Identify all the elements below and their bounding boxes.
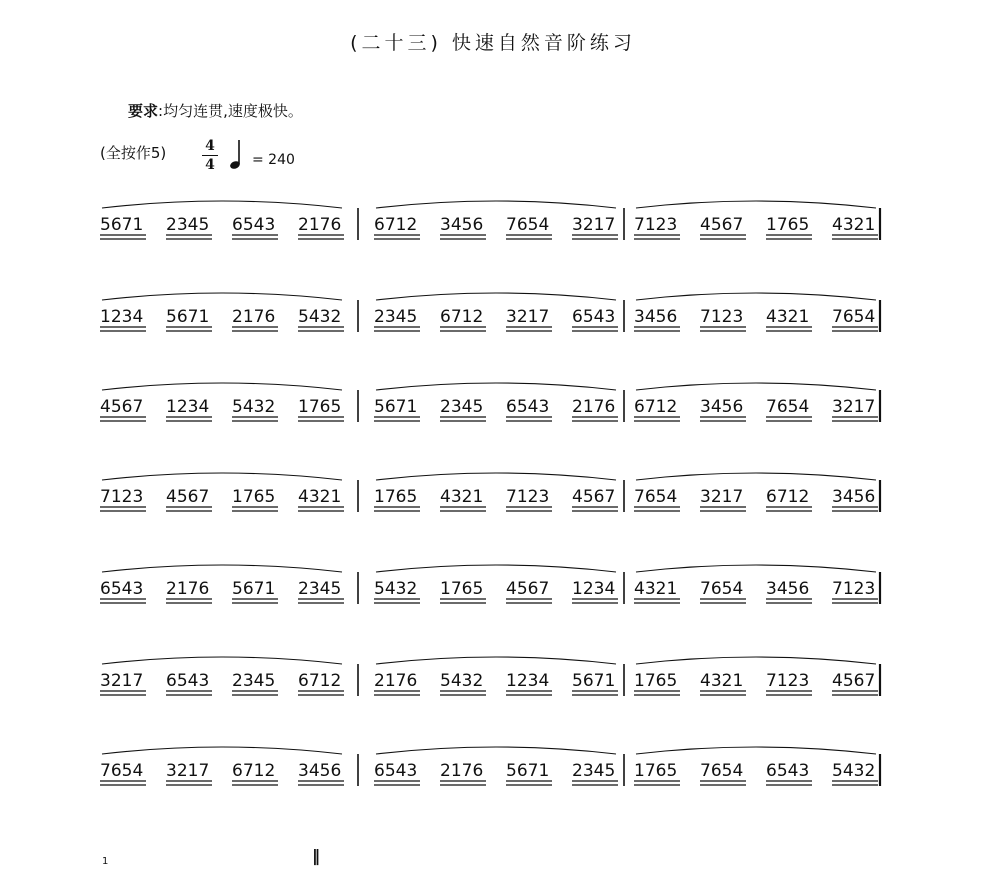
beat-group: 3456 xyxy=(700,397,744,417)
beat-group: 1234 xyxy=(572,579,616,599)
beat-group: 1765 xyxy=(232,487,276,507)
beat-group: 4567 xyxy=(832,671,876,691)
slur xyxy=(102,473,342,480)
slur xyxy=(102,657,342,664)
beat-group: 7123 xyxy=(832,579,876,599)
beat-group: 5671 xyxy=(100,215,144,235)
beat-group: 6543 xyxy=(572,307,616,327)
slur xyxy=(376,383,616,390)
beat-group: 2345 xyxy=(232,671,276,691)
beat-group: 6543 xyxy=(766,761,810,781)
beat-group: 2345 xyxy=(572,761,616,781)
beat-group: 7123 xyxy=(766,671,810,691)
fingering-note: (全按作5) xyxy=(100,144,167,162)
beat-group: 6543 xyxy=(232,215,276,235)
beat-group: 4567 xyxy=(100,397,144,417)
slur xyxy=(376,747,616,754)
slur xyxy=(376,293,616,300)
requirement-text: :均匀连贯,速度极快。 xyxy=(158,102,303,120)
beat-group: 6712 xyxy=(634,397,678,417)
slur xyxy=(376,473,616,480)
beat-group: 3217 xyxy=(100,671,144,691)
beat-group: 4321 xyxy=(440,487,484,507)
beat-group: 7654 xyxy=(506,215,550,235)
beat-group: 5671 xyxy=(506,761,550,781)
beat-group: 6543 xyxy=(506,397,550,417)
beat-group: 6712 xyxy=(440,307,484,327)
beat-group: 3217 xyxy=(832,397,876,417)
beat-group: 2176 xyxy=(572,397,616,417)
beat-group: 2176 xyxy=(374,671,418,691)
beat-group: 3217 xyxy=(166,761,210,781)
beat-group: 1234 xyxy=(506,671,550,691)
beat-group: 7654 xyxy=(700,579,744,599)
beat-group: 5432 xyxy=(440,671,484,691)
beat-group: 4567 xyxy=(700,215,744,235)
beat-group: 2345 xyxy=(166,215,210,235)
beat-group: 7123 xyxy=(634,215,678,235)
beat-group: 2176 xyxy=(166,579,210,599)
beat-group: 1765 xyxy=(374,487,418,507)
slur xyxy=(102,747,342,754)
beat-group: 3456 xyxy=(298,761,342,781)
slur xyxy=(102,293,342,300)
beat-group: 2345 xyxy=(440,397,484,417)
slur xyxy=(376,565,616,572)
tempo-marking: = 240 xyxy=(252,152,295,168)
beat-group: 7123 xyxy=(100,487,144,507)
beat-group: 4567 xyxy=(572,487,616,507)
beat-group: 7123 xyxy=(700,307,744,327)
beat-group: 1234 xyxy=(166,397,210,417)
beat-group: 1765 xyxy=(634,761,678,781)
beat-group: 3217 xyxy=(700,487,744,507)
beat-group: 5432 xyxy=(832,761,876,781)
beat-group: 7654 xyxy=(700,761,744,781)
beat-group: 5432 xyxy=(298,307,342,327)
beat-group: 4321 xyxy=(634,579,678,599)
beat-group: 2176 xyxy=(298,215,342,235)
slur xyxy=(636,565,876,572)
beat-group: 4321 xyxy=(766,307,810,327)
slur xyxy=(636,293,876,300)
beat-group: 6712 xyxy=(232,761,276,781)
beat-group: 5671 xyxy=(374,397,418,417)
time-signature-bottom: 4 xyxy=(205,157,215,173)
beat-group: 2176 xyxy=(440,761,484,781)
beat-group: 4321 xyxy=(700,671,744,691)
beat-group: 4321 xyxy=(832,215,876,235)
beat-group: 5671 xyxy=(232,579,276,599)
beat-group: 5432 xyxy=(374,579,418,599)
beat-group: 1765 xyxy=(634,671,678,691)
beat-group: 6712 xyxy=(298,671,342,691)
beat-group: 2345 xyxy=(298,579,342,599)
beat-group: 6543 xyxy=(374,761,418,781)
slur xyxy=(636,383,876,390)
beat-group: 7654 xyxy=(100,761,144,781)
slur xyxy=(102,565,342,572)
beat-group: 4321 xyxy=(298,487,342,507)
slur xyxy=(636,747,876,754)
beat-group: 5671 xyxy=(166,307,210,327)
beat-group: 6543 xyxy=(100,579,144,599)
beat-group: 7123 xyxy=(506,487,550,507)
slur xyxy=(636,657,876,664)
beat-group: 3456 xyxy=(440,215,484,235)
beat-group: 6712 xyxy=(374,215,418,235)
beat-group: 3456 xyxy=(766,579,810,599)
beat-group: 1765 xyxy=(298,397,342,417)
time-signature-top: 4 xyxy=(205,138,215,154)
beat-group: 3456 xyxy=(832,487,876,507)
beat-group: 3456 xyxy=(634,307,678,327)
beat-group: 5671 xyxy=(572,671,616,691)
beat-group: 7654 xyxy=(766,397,810,417)
slur xyxy=(376,201,616,208)
beat-group: 5432 xyxy=(232,397,276,417)
slur xyxy=(636,473,876,480)
requirement-label: 要求 xyxy=(128,102,159,120)
slur xyxy=(376,657,616,664)
beat-group: 1765 xyxy=(440,579,484,599)
beat-group: 4567 xyxy=(506,579,550,599)
beat-group: 6712 xyxy=(766,487,810,507)
beat-group: 1234 xyxy=(100,307,144,327)
page-title: (二十三) 快速自然音阶练习 xyxy=(350,32,636,54)
beat-group: 6543 xyxy=(166,671,210,691)
page-number: 1 xyxy=(102,856,109,867)
slur xyxy=(102,383,342,390)
beat-group: 2176 xyxy=(232,307,276,327)
footer-mark: ‖ xyxy=(312,846,320,865)
beat-group: 3217 xyxy=(572,215,616,235)
beat-group: 4567 xyxy=(166,487,210,507)
beat-group: 7654 xyxy=(634,487,678,507)
slur xyxy=(102,201,342,208)
beat-group: 3217 xyxy=(506,307,550,327)
beat-group: 1765 xyxy=(766,215,810,235)
slur xyxy=(636,201,876,208)
beat-group: 7654 xyxy=(832,307,876,327)
beat-group: 2345 xyxy=(374,307,418,327)
